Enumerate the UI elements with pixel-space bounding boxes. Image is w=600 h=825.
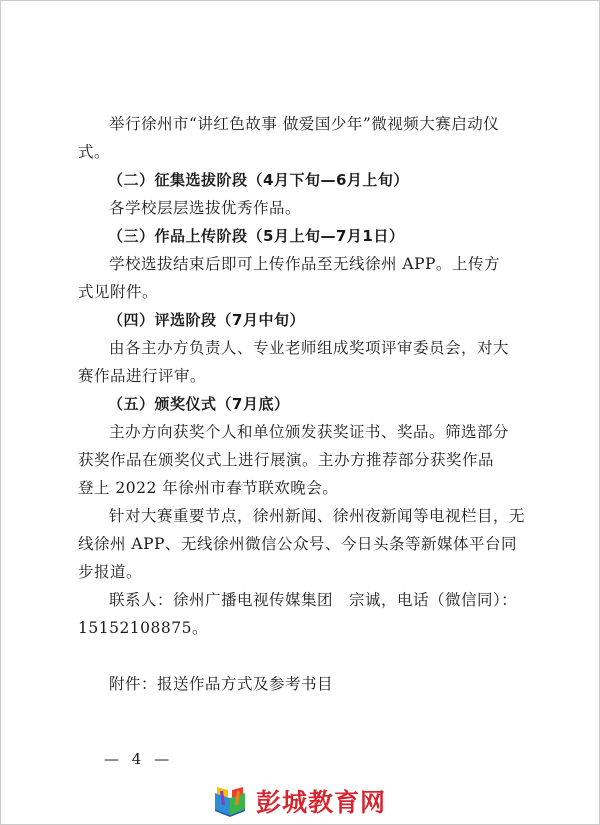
section-heading: （二）征集选拔阶段（4月下旬—6月上旬）: [108, 171, 409, 189]
paragraph-line: 登上 2022 年徐州市春节联欢晚会。: [78, 479, 339, 497]
paragraph-gap: [78, 642, 538, 670]
paragraph-line: 线徐州 APP、无线徐州微信公众号、今日头条等新媒体平台同: [78, 535, 517, 553]
paragraph-line: 由各主办方负责人、专业老师组成奖项评审委员会，对大: [109, 339, 510, 357]
page-number: — 4 —: [104, 750, 174, 768]
site-watermark: [212, 784, 386, 820]
paragraph-line: 式见附件。: [78, 283, 159, 301]
watermark-text: 彭城教育网: [256, 787, 387, 817]
paragraph-line: 各学校层层选拔优秀作品。: [109, 199, 302, 217]
section-heading: （五）颁奖仪式（7月底）: [108, 395, 290, 413]
paragraph-line: 举行徐州市“讲红色故事 做爱国少年”微视频大赛启动仪: [109, 115, 500, 133]
paragraph-line: 获奖作品在颁奖仪式上进行展演。主办方推荐部分获奖作品: [78, 451, 495, 469]
section-heading: （四）评选阶段（7月中旬）: [108, 311, 305, 329]
document-body: [78, 110, 538, 698]
section-heading: （三）作品上传阶段（5月上旬—7月1日）: [108, 227, 405, 245]
paragraph-line: 主办方向获奖个人和单位颁发获奖证书、奖品。筛选部分: [109, 423, 510, 441]
paragraph-line: 针对大赛重要节点，徐州新闻、徐州夜新闻等电视栏目，无: [109, 507, 526, 525]
paragraph-line: 附件：报送作品方式及参考书目: [109, 675, 334, 693]
paragraph-line: 式。: [78, 143, 111, 161]
paragraph-line: 学校选拔结束后即可上传作品至无线徐州 APP。上传方: [109, 255, 500, 273]
paragraph-line: 联系人：徐州广播电视传媒集团 宗诚，电话（微信同）：: [109, 591, 518, 609]
paragraph-line: 赛作品进行评审。: [78, 367, 207, 385]
paragraph-line: 步报道。: [78, 563, 143, 581]
paragraph-line: 15152108875。: [78, 619, 208, 637]
book-logo-icon: [212, 785, 248, 819]
